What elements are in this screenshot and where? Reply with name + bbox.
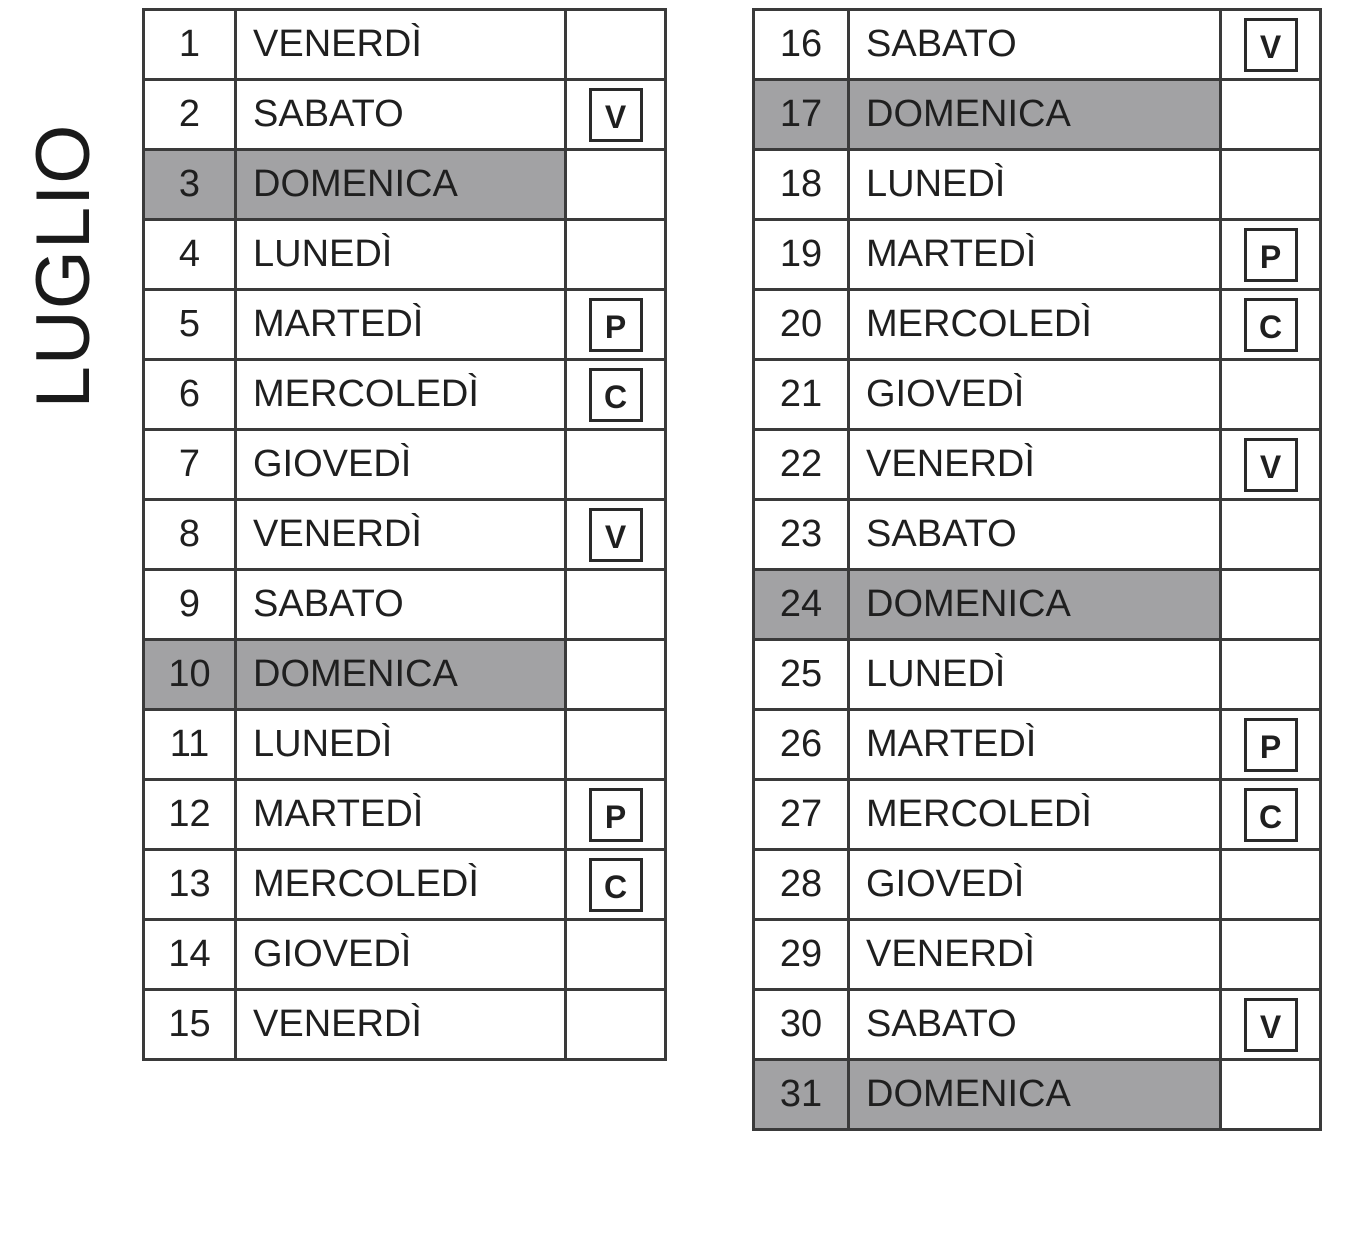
- mark-badge: V: [589, 508, 643, 562]
- mark-badge: V: [589, 88, 643, 142]
- calendar-row: [144, 570, 666, 640]
- calendar-row-sunday: [754, 80, 1321, 150]
- weekday-name: DOMENICA: [849, 1060, 1221, 1130]
- weekday-name: DOMENICA: [849, 80, 1221, 150]
- day-number: 7: [144, 430, 236, 500]
- day-number: 1: [144, 10, 236, 80]
- mark-cell: [1221, 80, 1321, 150]
- calendar-row: [144, 710, 666, 780]
- mark-badge: P: [589, 298, 643, 352]
- weekday-name: LUNEDÌ: [236, 220, 566, 290]
- day-number: 25: [754, 640, 849, 710]
- calendar-row: [144, 10, 666, 80]
- mark-badge: P: [1244, 718, 1298, 772]
- mark-cell: [1221, 710, 1321, 780]
- calendar-row: [144, 850, 666, 920]
- mark-cell: [566, 360, 666, 430]
- calendar-row: [754, 150, 1321, 220]
- mark-cell: [566, 710, 666, 780]
- mark-cell: [566, 80, 666, 150]
- mark-cell: [566, 990, 666, 1060]
- calendar-row: [144, 780, 666, 850]
- mark-cell: [566, 640, 666, 710]
- day-number: 5: [144, 290, 236, 360]
- day-number: 21: [754, 360, 849, 430]
- calendar-row: [144, 80, 666, 150]
- mark-cell: [566, 920, 666, 990]
- weekday-name: DOMENICA: [236, 150, 566, 220]
- weekday-name: SABATO: [849, 10, 1221, 80]
- weekday-name: MERCOLEDÌ: [849, 290, 1221, 360]
- calendar-row: [754, 220, 1321, 290]
- calendar-row-sunday: [144, 150, 666, 220]
- calendar-row: [754, 990, 1321, 1060]
- mark-cell: [1221, 220, 1321, 290]
- mark-badge: V: [1244, 998, 1298, 1052]
- mark-cell: [566, 850, 666, 920]
- weekday-name: MERCOLEDÌ: [236, 850, 566, 920]
- weekday-name: GIOVEDÌ: [236, 430, 566, 500]
- weekday-name: VENERDÌ: [236, 500, 566, 570]
- day-number: 27: [754, 780, 849, 850]
- weekday-name: SABATO: [236, 570, 566, 640]
- mark-badge: P: [1244, 228, 1298, 282]
- weekday-name: SABATO: [849, 990, 1221, 1060]
- calendar-row: [754, 10, 1321, 80]
- day-number: 17: [754, 80, 849, 150]
- weekday-name: DOMENICA: [236, 640, 566, 710]
- weekday-name: MERCOLEDÌ: [236, 360, 566, 430]
- calendar-table-right: [752, 8, 1322, 1131]
- weekday-name: SABATO: [236, 80, 566, 150]
- calendar-row: [754, 430, 1321, 500]
- calendar-row: [754, 850, 1321, 920]
- mark-badge: C: [1244, 788, 1298, 842]
- calendar-table-left: [142, 8, 667, 1061]
- weekday-name: MARTEDÌ: [236, 290, 566, 360]
- day-number: 10: [144, 640, 236, 710]
- day-number: 6: [144, 360, 236, 430]
- day-number: 18: [754, 150, 849, 220]
- weekday-name: MARTEDÌ: [849, 220, 1221, 290]
- mark-cell: [566, 780, 666, 850]
- mark-badge: P: [589, 788, 643, 842]
- day-number: 9: [144, 570, 236, 640]
- calendar-row: [754, 710, 1321, 780]
- day-number: 29: [754, 920, 849, 990]
- day-number: 24: [754, 570, 849, 640]
- mark-cell: [566, 150, 666, 220]
- mark-cell: [1221, 150, 1321, 220]
- calendar-row: [144, 220, 666, 290]
- weekday-name: SABATO: [849, 500, 1221, 570]
- day-number: 13: [144, 850, 236, 920]
- weekday-name: MARTEDÌ: [849, 710, 1221, 780]
- weekday-name: GIOVEDÌ: [236, 920, 566, 990]
- mark-badge: V: [1244, 438, 1298, 492]
- mark-cell: [566, 220, 666, 290]
- day-number: 2: [144, 80, 236, 150]
- calendar-row: [144, 920, 666, 990]
- mark-cell: [566, 290, 666, 360]
- mark-cell: [1221, 780, 1321, 850]
- day-number: 12: [144, 780, 236, 850]
- day-number: 22: [754, 430, 849, 500]
- mark-cell: [566, 570, 666, 640]
- calendar-row-sunday: [144, 640, 666, 710]
- month-title: LUGLIO: [21, 123, 106, 409]
- mark-badge: C: [589, 368, 643, 422]
- mark-cell: [1221, 640, 1321, 710]
- calendar-row: [144, 290, 666, 360]
- calendar-row: [144, 990, 666, 1060]
- calendar-row: [754, 780, 1321, 850]
- mark-cell: [1221, 290, 1321, 360]
- day-number: 31: [754, 1060, 849, 1130]
- mark-cell: [1221, 430, 1321, 500]
- calendar-row: [754, 640, 1321, 710]
- mark-cell: [1221, 990, 1321, 1060]
- weekday-name: VENERDÌ: [849, 920, 1221, 990]
- mark-cell: [566, 10, 666, 80]
- day-number: 30: [754, 990, 849, 1060]
- day-number: 15: [144, 990, 236, 1060]
- weekday-name: GIOVEDÌ: [849, 850, 1221, 920]
- day-number: 28: [754, 850, 849, 920]
- weekday-name: GIOVEDÌ: [849, 360, 1221, 430]
- calendar-row: [754, 290, 1321, 360]
- day-number: 14: [144, 920, 236, 990]
- weekday-name: MARTEDÌ: [236, 780, 566, 850]
- mark-cell: [1221, 1060, 1321, 1130]
- day-number: 20: [754, 290, 849, 360]
- calendar-row: [144, 500, 666, 570]
- mark-badge: C: [589, 858, 643, 912]
- mark-cell: [1221, 360, 1321, 430]
- mark-badge: C: [1244, 298, 1298, 352]
- weekday-name: VENERDÌ: [236, 10, 566, 80]
- weekday-name: MERCOLEDÌ: [849, 780, 1221, 850]
- weekday-name: LUNEDÌ: [849, 150, 1221, 220]
- weekday-name: VENERDÌ: [236, 990, 566, 1060]
- day-number: 19: [754, 220, 849, 290]
- day-number: 11: [144, 710, 236, 780]
- mark-cell: [566, 430, 666, 500]
- calendar-row: [754, 920, 1321, 990]
- day-number: 16: [754, 10, 849, 80]
- weekday-name: DOMENICA: [849, 570, 1221, 640]
- calendar-row: [754, 500, 1321, 570]
- weekday-name: LUNEDÌ: [236, 710, 566, 780]
- calendar-row: [754, 360, 1321, 430]
- mark-cell: [1221, 920, 1321, 990]
- calendar-row-sunday: [754, 1060, 1321, 1130]
- mark-cell: [1221, 10, 1321, 80]
- weekday-name: VENERDÌ: [849, 430, 1221, 500]
- weekday-name: LUNEDÌ: [849, 640, 1221, 710]
- day-number: 23: [754, 500, 849, 570]
- mark-cell: [1221, 850, 1321, 920]
- calendar-row: [144, 360, 666, 430]
- mark-cell: [566, 500, 666, 570]
- day-number: 4: [144, 220, 236, 290]
- mark-badge: V: [1244, 18, 1298, 72]
- day-number: 26: [754, 710, 849, 780]
- mark-cell: [1221, 570, 1321, 640]
- mark-cell: [1221, 500, 1321, 570]
- calendar-row: [144, 430, 666, 500]
- calendar-row-sunday: [754, 570, 1321, 640]
- day-number: 3: [144, 150, 236, 220]
- day-number: 8: [144, 500, 236, 570]
